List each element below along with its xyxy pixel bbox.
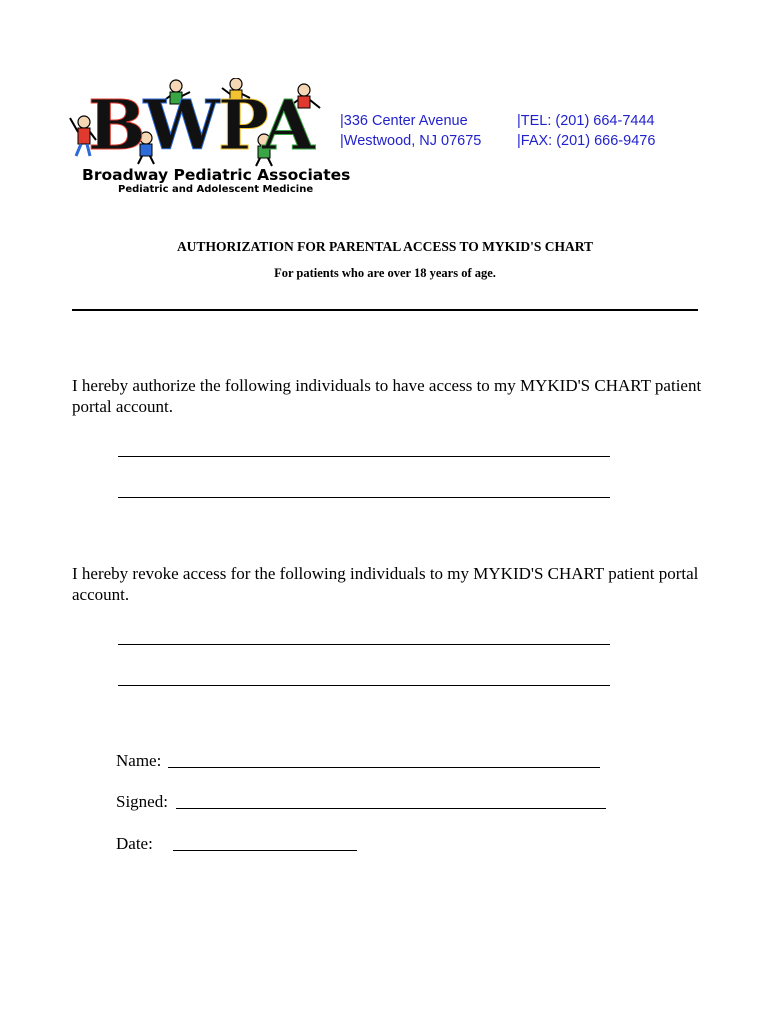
name-field[interactable]	[168, 767, 600, 768]
logo-wordmark	[88, 86, 313, 166]
address-line-2: |Westwood, NJ 07675	[340, 133, 482, 149]
logo-letter: P	[217, 86, 263, 166]
name-label: Name:	[116, 751, 162, 770]
revoke-individual-1-field[interactable]	[118, 644, 610, 645]
date-label: Date:	[116, 834, 153, 853]
document-subtitle: For patients who are over 18 years of age.	[274, 266, 496, 280]
telephone-number: |TEL: (201) 664-7444	[517, 113, 655, 129]
document-title: AUTHORIZATION FOR PARENTAL ACCESS TO MYKID'S CHART	[176, 239, 594, 254]
logo-letter: A	[262, 86, 313, 166]
revoke-individual-2-field[interactable]	[118, 685, 610, 686]
fax-number: |FAX: (201) 666-9476	[517, 133, 656, 149]
logo-letter: W	[143, 86, 218, 166]
authorize-individual-1-field[interactable]	[118, 456, 610, 457]
address-line-1: |336 Center Avenue	[340, 113, 468, 129]
logo-letter: B	[88, 86, 144, 166]
signed-label: Signed:	[116, 792, 168, 811]
logo-practice-name: Broadway Pediatric Associates	[82, 166, 351, 184]
signed-field[interactable]	[176, 808, 606, 809]
revoke-statement: I hereby revoke access for the following individuals to my MYKID'S CHART patient portal account.	[72, 564, 699, 604]
date-field[interactable]	[173, 850, 357, 851]
header-divider	[72, 309, 698, 311]
authorize-individual-2-field[interactable]	[118, 497, 610, 498]
logo-tagline: Pediatric and Adolescent Medicine	[118, 184, 314, 195]
authorize-statement: I hereby authorize the following individuals to have access to my MYKID'S CHART patient portal account.	[72, 376, 702, 416]
